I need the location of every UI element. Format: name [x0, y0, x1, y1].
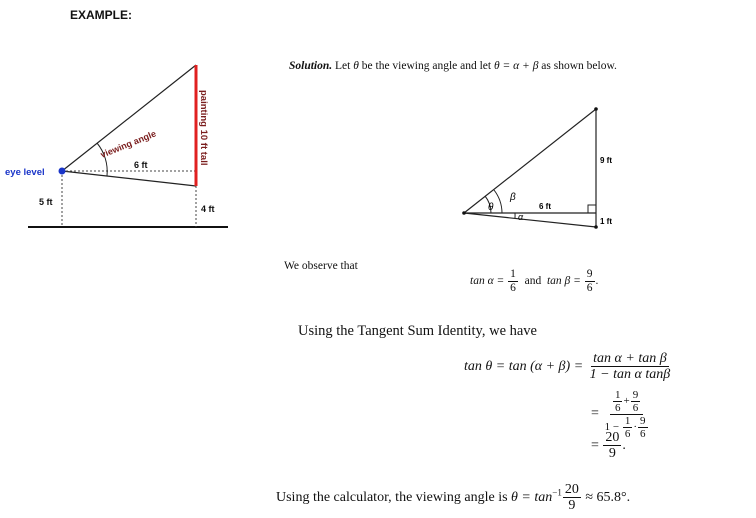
beta-fraction: $\frac{9}{6}$ [586, 268, 593, 294]
base-label: 6 ft [539, 202, 551, 211]
eye-height-label: 5 ft [39, 197, 53, 207]
calculator-line: Using the calculator, the viewing angle is $\theta = \tan^{-1}$ $\frac{20}{9}$ ≈ 65.8°. [276, 482, 631, 514]
right-angle-mark [588, 205, 596, 213]
beta-label: β [510, 192, 516, 203]
beta-arc [494, 190, 502, 213]
viewing-angle-label: viewing angle [99, 128, 158, 160]
sum-identity-fraction: $\frac{\text{tan α + tan β}}{\text{1 − tan α tanβ}}$ [589, 351, 671, 383]
alpha-label: α [518, 212, 524, 222]
derivation-step-2: = $\frac{1}{6}$ + $\frac{9}{6}$ 1 − $\frac{1}{6}$ · $\frac{9}{6}$ [591, 389, 652, 440]
solution-text-a: Let [335, 60, 351, 72]
hyp-lower [464, 213, 596, 227]
calculator-result: ≈ 65.8°. [585, 490, 631, 506]
calculator-expr: θ = tan [511, 490, 553, 506]
tan-beta: tan β = [546, 274, 581, 287]
solution-line [289, 60, 617, 72]
alpha-fraction: $\frac{1}{6}$ [510, 268, 516, 294]
solution-text-c: as shown below. [541, 60, 617, 72]
derivation-lhs: tan θ = tan (α + β) = [464, 359, 584, 375]
theta-label: θ [488, 202, 494, 213]
lower-sight-line [62, 171, 196, 186]
calculator-fraction: $\frac{20}{9}$ [564, 482, 579, 514]
distance-label: 6 ft [134, 160, 148, 170]
upper-sight-line [62, 65, 196, 171]
observe-text: We observe that [284, 260, 358, 272]
solution-label: Solution. [289, 60, 333, 72]
example-heading: EXAMPLE: [70, 8, 133, 22]
bottom-height-label: 4 ft [201, 204, 215, 214]
identity-text: Using the Tangent Sum Identity, we have [298, 323, 537, 339]
hyp-upper [464, 109, 596, 213]
result-fraction: $\frac{20}{9}$ [605, 430, 620, 462]
solution-equation: θ = α + β [493, 60, 539, 72]
solution-text-b: be the viewing angle and let [361, 60, 492, 72]
upper-label: 9 ft [600, 156, 612, 165]
tan-values-line: tan α = $\frac{1}{6}$ and tan β = $\frac{9}{6}$ . [470, 268, 599, 294]
lower-label: 1 ft [600, 217, 612, 226]
derivation-step-1 [464, 351, 673, 383]
complex-fraction: $\frac{1}{6}$ + $\frac{9}{6}$ 1 − $\frac{1}{6}$ · $\frac{9}{6}$ [604, 389, 646, 441]
triangle-diagram [455, 100, 635, 230]
derivation-step-3: = $\frac{20}{9}$ . [591, 430, 626, 462]
painting-label: painting 10 ft tall [198, 90, 209, 166]
eye-point [59, 168, 66, 175]
and-text: and [524, 274, 542, 287]
tan-alpha: tan α = [470, 274, 505, 287]
eye-level-label: eye level [5, 167, 45, 178]
calculator-text: Using the calculator, the viewing angle is [276, 490, 508, 506]
viewing-angle-diagram [0, 50, 240, 240]
solution-theta: θ [353, 60, 359, 72]
